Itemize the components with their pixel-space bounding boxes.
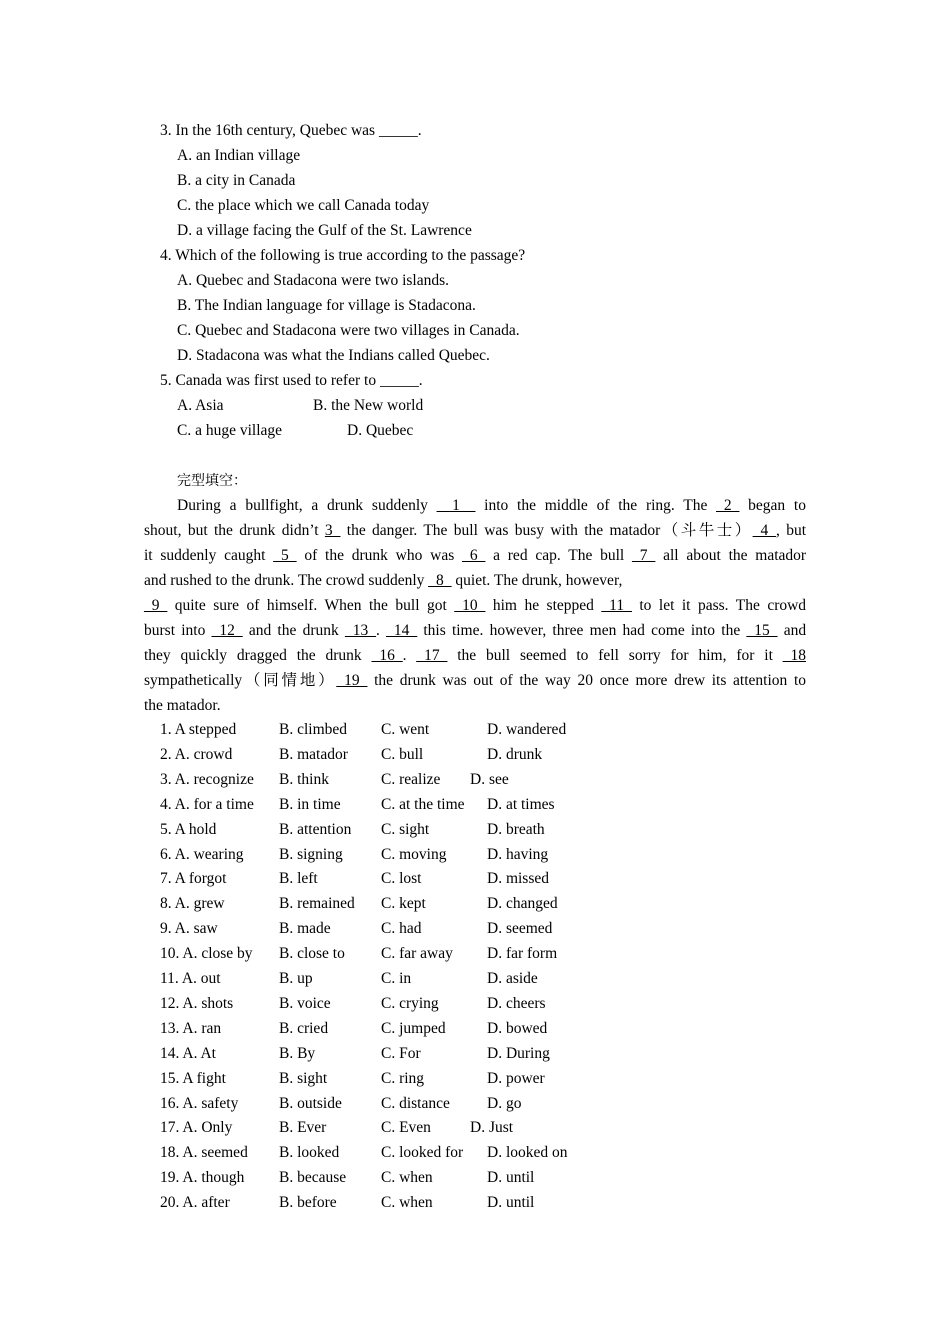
blank-9: _9_ [144, 597, 168, 614]
question-3-stem: 3. In the 16th century, Quebec was _____. [160, 122, 422, 139]
passage-text: to let it pass. The crowd [639, 597, 807, 614]
question-3-option-d: D. a village facing the Gulf of the St. Lawrence [177, 222, 472, 239]
option-7-a: 7. A forgot [160, 870, 227, 887]
option-1-d: D. wandered [487, 721, 567, 738]
option-16-c: C. distance [381, 1095, 450, 1112]
passage-text: . [402, 647, 407, 664]
question-5-stem: 5. Canada was first used to refer to _____. [160, 372, 423, 389]
cloze-line-4 [144, 571, 806, 591]
passage-text: it suddenly caught [144, 547, 266, 564]
option-14-d: D. During [487, 1045, 550, 1062]
passage-text: , but [775, 522, 807, 539]
option-19-b: B. because [279, 1169, 347, 1186]
option-4-d: D. at times [487, 796, 555, 813]
option-2-a: 2. A. crowd [160, 746, 233, 763]
blank-2: _2_ [716, 497, 740, 514]
option-13-c: C. jumped [381, 1020, 446, 1037]
question-5-option-c: C. a huge village [177, 422, 283, 439]
option-2-d: D. drunk [487, 746, 543, 763]
option-15-a: 15. A fight [160, 1070, 226, 1087]
option-6-c: C. moving [381, 846, 447, 863]
option-6-d: D. having [487, 846, 549, 863]
option-1-b: B. climbed [279, 721, 348, 738]
option-7-d: D. missed [487, 870, 549, 887]
question-4-option-d: D. Stadacona was what the Indians called Quebec. [177, 347, 490, 364]
option-9-d: D. seemed [487, 920, 553, 937]
option-12-c: C. crying [381, 995, 439, 1012]
option-18-a: 18. A. seemed [160, 1144, 248, 1161]
option-2-b: B. matador [279, 746, 348, 763]
option-14-b: B. By [279, 1045, 316, 1062]
option-7-c: C. lost [381, 870, 422, 887]
option-17-c: C. Even [381, 1119, 431, 1136]
passage-text: the matador. [144, 697, 221, 714]
cloze-line-8 [144, 671, 806, 691]
blank-17: _17_ [416, 647, 448, 664]
option-16-b: B. outside [279, 1095, 342, 1112]
option-12-b: B. voice [279, 995, 331, 1012]
passage-text: and [783, 622, 807, 639]
option-11-b: B. up [279, 970, 313, 987]
option-14-a: 14. A. At [160, 1045, 216, 1062]
option-10-c: C. far away [381, 945, 453, 962]
blank-19: _19_ [336, 672, 368, 689]
passage-text: and rushed to the drunk. The crowd suddenly [144, 572, 425, 589]
option-16-d: D. go [487, 1095, 522, 1112]
option-5-c: C. sight [381, 821, 430, 838]
passage-text: they quickly dragged the drunk [144, 647, 362, 664]
blank-10: _10_ [454, 597, 486, 614]
passage-text: sympathetically（同情地） [144, 672, 337, 689]
option-14-c: C. For [381, 1045, 421, 1062]
option-19-c: C. when [381, 1169, 433, 1186]
passage-text: into the middle of the ring. The [484, 497, 708, 514]
passage-text: the danger. The bull was busy with the matador（斗牛士） [346, 522, 753, 539]
option-10-a: 10. A. close by [160, 945, 253, 962]
option-16-a: 16. A. safety [160, 1095, 239, 1112]
option-6-b: B. signing [279, 846, 343, 863]
option-15-b: B. sight [279, 1070, 328, 1087]
option-13-b: B. cried [279, 1020, 329, 1037]
option-5-a: 5. A hold [160, 821, 217, 838]
blank-6: _6_ [462, 547, 486, 564]
option-8-b: B. remained [279, 895, 355, 912]
blank-3: 3_ [324, 522, 341, 539]
passage-text: and the drunk [248, 622, 339, 639]
option-4-a: 4. A. for a time [160, 796, 254, 813]
option-1-a: 1. A stepped [160, 721, 237, 738]
option-9-b: B. made [279, 920, 331, 937]
cloze-line-1 [177, 496, 806, 516]
option-5-b: B. attention [279, 821, 352, 838]
passage-text: During a bullfight, a drunk suddenly [177, 497, 428, 514]
option-4-c: C. at the time [381, 796, 465, 813]
question-5-option-d: D. Quebec [347, 422, 414, 439]
passage-text: shout, but the drunk didn’t [144, 522, 319, 539]
option-8-c: C. kept [381, 895, 426, 912]
blank-5: _5_ [273, 547, 297, 564]
option-15-d: D. power [487, 1070, 545, 1087]
blank-11: _11_ [601, 597, 632, 614]
question-4-option-c: C. Quebec and Stadacona were two villages in Canada. [177, 322, 520, 339]
option-13-d: D. bowed [487, 1020, 548, 1037]
passage-text: began to [748, 497, 806, 514]
option-19-a: 19. A. though [160, 1169, 245, 1186]
passage-text: quite sure of himself. When the bull got [174, 597, 447, 614]
option-20-b: B. before [279, 1194, 337, 1211]
passage-text: of the drunk who was [304, 547, 455, 564]
option-13-a: 13. A. ran [160, 1020, 222, 1037]
question-3-option-b: B. a city in Canada [177, 172, 296, 189]
option-3-d: D. see [470, 771, 509, 788]
option-20-c: C. when [381, 1194, 433, 1211]
question-4-stem: 4. Which of the following is true according to the passage? [160, 247, 526, 264]
passage-text: the bull seemed to fell sorry for him, for it [457, 647, 773, 664]
option-8-a: 8. A. grew [160, 895, 225, 912]
option-11-c: C. in [381, 970, 412, 987]
option-17-b: B. Ever [279, 1119, 327, 1136]
option-3-c: C. realize [381, 771, 441, 788]
passage-text: the drunk was out of the way 20 once more drew its attention to [374, 672, 807, 689]
blank-15: _15_ [746, 622, 778, 639]
option-5-d: D. breath [487, 821, 545, 838]
passage-text: this time. however, three men had come into the [423, 622, 741, 639]
option-10-d: D. far form [487, 945, 558, 962]
option-19-d: D. until [487, 1169, 535, 1186]
option-17-a: 17. A. Only [160, 1119, 233, 1136]
blank-8: _8_ [428, 572, 452, 589]
passage-text: burst into [144, 622, 206, 639]
passage-text: a red cap. The bull [493, 547, 625, 564]
passage-text: quiet. The drunk, however, [455, 572, 623, 589]
option-1-c: C. went [381, 721, 430, 738]
passage-text: all about the matador [663, 547, 807, 564]
option-18-d: D. looked on [487, 1144, 568, 1161]
option-9-c: C. had [381, 920, 422, 937]
cloze-line-6 [144, 621, 806, 641]
blank-13: _13_ [344, 622, 376, 639]
option-3-b: B. think [279, 771, 329, 788]
option-8-d: D. changed [487, 895, 558, 912]
option-3-a: 3. A. recognize [160, 771, 254, 788]
cloze-line-5 [144, 596, 806, 616]
question-4-option-b: B. The Indian language for village is Stadacona. [177, 297, 476, 314]
option-18-c: C. looked for [381, 1144, 464, 1161]
blank-16: _16_ [371, 647, 403, 664]
question-3-option-a: A. an Indian village [177, 147, 301, 164]
option-18-b: B. looked [279, 1144, 340, 1161]
cloze-line-2 [144, 521, 806, 541]
option-11-d: D. aside [487, 970, 538, 987]
blank-14: _14_ [386, 622, 418, 639]
blank-7: _7_ [632, 547, 656, 564]
option-9-a: 9. A. saw [160, 920, 218, 937]
option-6-a: 6. A. wearing [160, 846, 244, 863]
option-15-c: C. ring [381, 1070, 425, 1087]
blank-4: _4_ [752, 522, 776, 539]
option-20-d: D. until [487, 1194, 535, 1211]
option-20-a: 20. A. after [160, 1194, 230, 1211]
passage-text: . [375, 622, 380, 639]
question-5-option-a: A. Asia [177, 397, 224, 414]
question-5-option-b: B. the New world [313, 397, 424, 414]
question-3-option-c: C. the place which we call Canada today [177, 197, 430, 214]
cloze-line-7 [144, 646, 806, 666]
option-2-c: C. bull [381, 746, 424, 763]
option-12-a: 12. A. shots [160, 995, 234, 1012]
cloze-line-3 [144, 546, 806, 566]
blank-1: __1__ [436, 497, 476, 514]
option-4-b: B. in time [279, 796, 341, 813]
cloze-heading: 完型填空： [177, 473, 247, 489]
option-7-b: B. left [279, 870, 318, 887]
option-17-d: D. Just [470, 1119, 514, 1136]
blank-12: _12_ [211, 622, 243, 639]
cloze-line-9 [144, 696, 806, 716]
option-10-b: B. close to [279, 945, 345, 962]
blank-18: _18 [782, 647, 807, 664]
passage-text: him he stepped [492, 597, 594, 614]
option-11-a: 11. A. out [160, 970, 221, 987]
option-12-d: D. cheers [487, 995, 546, 1012]
question-4-option-a: A. Quebec and Stadacona were two islands. [177, 272, 450, 289]
